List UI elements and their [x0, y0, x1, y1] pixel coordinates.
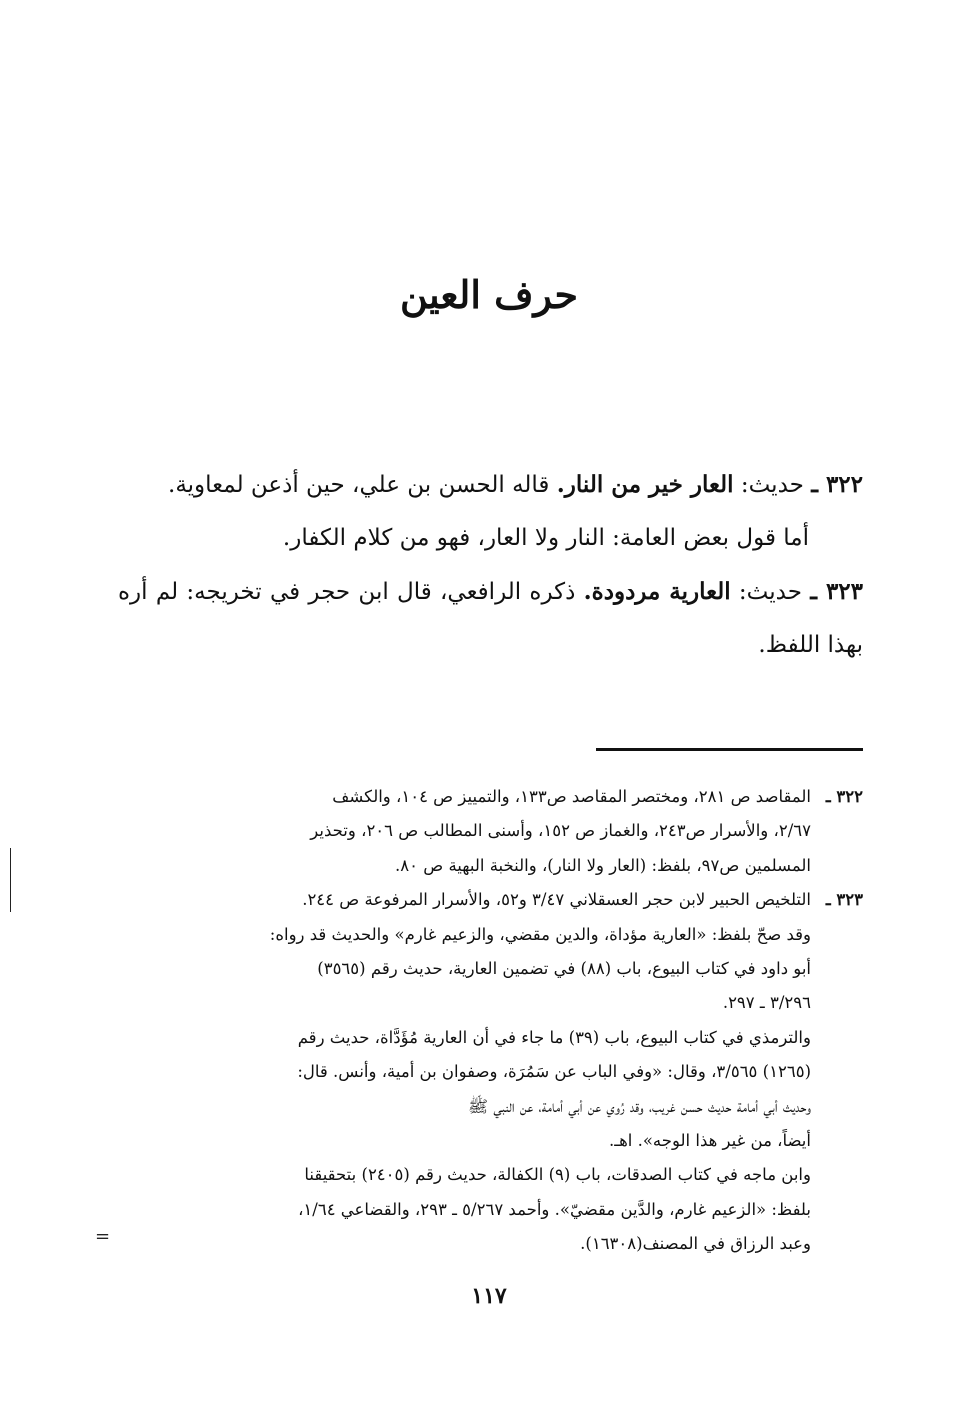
main-text: [118, 458, 863, 672]
footnote-line: ٣/٢٩٦ ـ ٢٩٧.: [722, 993, 811, 1013]
footnote-line: وابن ماجه في كتاب الصدقات، باب (٩) الكفالة، حديث رقم (٢٤٠٥) بتحقيقنا: [304, 1165, 811, 1185]
footnote-line: [118, 780, 863, 814]
footnote-323: [118, 883, 863, 1261]
footnote-line: وقد صحّ بلفظ: «العارية مؤداة، والدين مقضي، والزعيم غارم» والحديث قد رواه:: [269, 924, 811, 944]
entry-322: [118, 458, 863, 512]
footnote-line: ٢/٦٧، والأسرار ص٢٤٣، والغماز ص ١٥٢، وأسنى المطالب ص ٢٠٦، وتحذير: [310, 821, 811, 841]
hadith-text: العارية مردودة.: [583, 578, 731, 605]
hadith-text: العار خير من النار.: [556, 471, 734, 498]
margin-bar: [10, 848, 11, 912]
footnote-line: بلفظ: «الزعيم غارم، والدَّين مقضيّ». وأحمد ٥/٢٦٧ ـ ٢٩٣، والقضاعي ١/٦٤،: [298, 1199, 811, 1219]
footnote-number: ٣٢٢ ـ: [825, 787, 863, 806]
entry-number: ٣٢٢ ـ: [811, 471, 863, 498]
footnote-text: التلخيص الحبير لابن حجر العسقلاني ٣/٤٧ و٥٢، والأسرار المرفوعة ص ٢٤٤.: [302, 890, 811, 910]
footnote-line: أبو داود في كتاب البيوع، باب (٨٨) في تضمين العارية، حديث رقم (٣٥٦٥): [317, 959, 811, 979]
page-title: حرف العين: [400, 272, 578, 317]
footnote-line: أيضاً، من غير هذا الوجه». اهـ.: [608, 1131, 811, 1151]
footnote-line: (١٢٦٥) ٣/٥٦٥، وقال: «وفي الباب عن سَمُرَة، وصفوان بن أمية، وأنس. قال:: [297, 1062, 811, 1082]
footnotes: [118, 780, 863, 1262]
footnote-322: [118, 780, 863, 883]
entry-label: حديث:: [740, 472, 804, 498]
footnote-line: وحديث أبي أمامة حديث حسن غريب، وقد رُوي عن أبي أمامة، عن النبي ﷺ: [468, 1096, 811, 1116]
footnote-number: ٣٢٣ ـ: [825, 890, 863, 910]
page-number: ١١٧: [471, 1283, 507, 1309]
margin-equals-mark: =: [95, 1226, 111, 1247]
entry-number: ٣٢٣ ـ: [810, 578, 864, 605]
entry-note: أما قول بعض العامة: النار ولا العار، فهو من كلام الكفار.: [282, 525, 809, 551]
footnote-text: المقاصد ص ٢٨١، ومختصر المقاصد ص١٣٣، والتمييز ص ١٠٤، والكشف: [332, 787, 811, 806]
entry-323: [118, 565, 863, 672]
footnote-line: والترمذي في كتاب البيوع، باب (٣٩) ما جاء في أن العارية مُؤَدَّاة، حديث رقم: [297, 1027, 811, 1047]
footnote-line: وعبد الرزاق في المصنف(١٦٣٠٨).: [580, 1234, 811, 1254]
footnote-line: [118, 883, 863, 917]
entry-commentary: ذكره الرافعي، قال ابن حجر في تخريجه: لم أره بهذا اللفظ.: [118, 579, 863, 658]
footnote-divider: [596, 748, 863, 751]
footnote-line: المسلمين ص٩٧، بلفظ: (العار ولا النار)، والنخبة البهية ص ٨٠.: [395, 855, 811, 875]
entry-label: حديث:: [738, 579, 802, 605]
entry-commentary: قاله الحسن بن علي، حين أذعن لمعاوية.: [168, 472, 550, 498]
